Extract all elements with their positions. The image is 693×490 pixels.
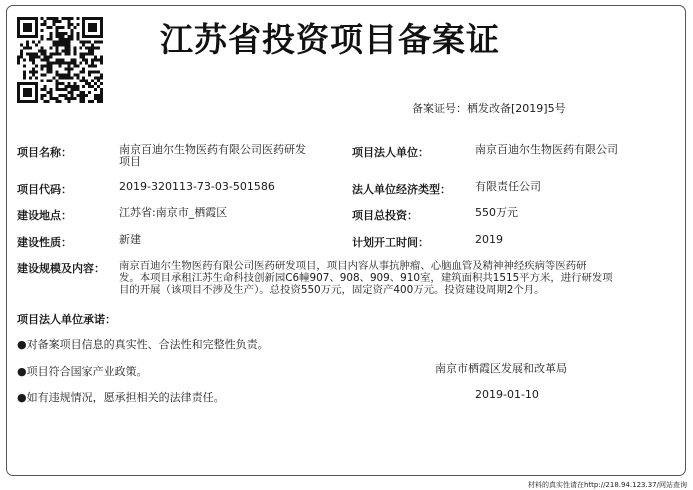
project-name-line1: 南京百迪尔生物医药有限公司医药研发	[119, 143, 306, 156]
commitment-item-3: ●如有违规情况，愿承担相关的法律责任。	[17, 391, 225, 404]
issue-date: 2019-01-10	[475, 388, 539, 401]
certificate-number-label: 备案证号：	[412, 102, 467, 115]
total-investment-value: 550万元	[475, 206, 518, 219]
legal-entity-label: 项目法人单位：	[352, 146, 429, 159]
entity-type-value: 有限责任公司	[475, 180, 541, 193]
project-name-value	[119, 144, 306, 168]
nature-value: 新建	[119, 233, 141, 246]
certificate-number-value: 栖发改备[2019]5号	[467, 102, 566, 115]
certificate-frame	[6, 5, 686, 476]
project-name-label: 项目名称：	[17, 146, 72, 159]
commitment-item-1: ●对备案项目信息的真实性、合法性和完整性负责。	[17, 338, 269, 351]
qr-modules	[17, 17, 103, 103]
scale-line1: 南京百迪尔生物医药有限公司医药研发项目，项目内容从事抗肿瘤、心脑血管及精神神经疾病等医药研	[119, 260, 587, 272]
project-code-value: 2019-320113-73-03-501586	[119, 180, 275, 193]
start-time-value: 2019	[475, 233, 503, 246]
document-title: 江苏省投资项目备案证	[160, 20, 500, 59]
verification-footer[interactable]: 材料的真实性请在http://218.94.123.37/网站查询	[527, 481, 687, 489]
certificate-number	[412, 100, 566, 116]
location-value: 江苏省:南京市_栖霞区	[119, 206, 228, 219]
commitment-heading: 项目法人单位承诺：	[17, 313, 116, 326]
start-time-label: 计划开工时间：	[352, 236, 429, 249]
issuer: 南京市栖霞区发展和改革局	[435, 362, 567, 375]
total-investment-label: 项目总投资：	[352, 209, 418, 222]
scale-line3: 目的开展（该项目不涉及生产）。总投资550万元，固定资产400万元。投资建设周期2个月。	[119, 284, 545, 296]
scale-value	[119, 260, 613, 296]
scale-label: 建设规模及内容：	[17, 262, 105, 275]
legal-entity-value: 南京百迪尔生物医药有限公司	[475, 143, 618, 156]
qr-code[interactable]	[17, 17, 103, 103]
commitment-item-2: ●项目符合国家产业政策。	[17, 365, 148, 378]
location-label: 建设地点：	[17, 209, 72, 222]
project-name-line2: 项目	[119, 155, 141, 168]
scale-line2: 发。本项目承租江苏生命科技创新园C6幢907、908、909、910室，建筑面积共1515平方米，进行研发项	[119, 272, 613, 284]
project-code-label: 项目代码：	[17, 183, 72, 196]
nature-label: 建设性质：	[17, 236, 72, 249]
entity-type-label: 法人单位经济类型：	[352, 183, 451, 196]
